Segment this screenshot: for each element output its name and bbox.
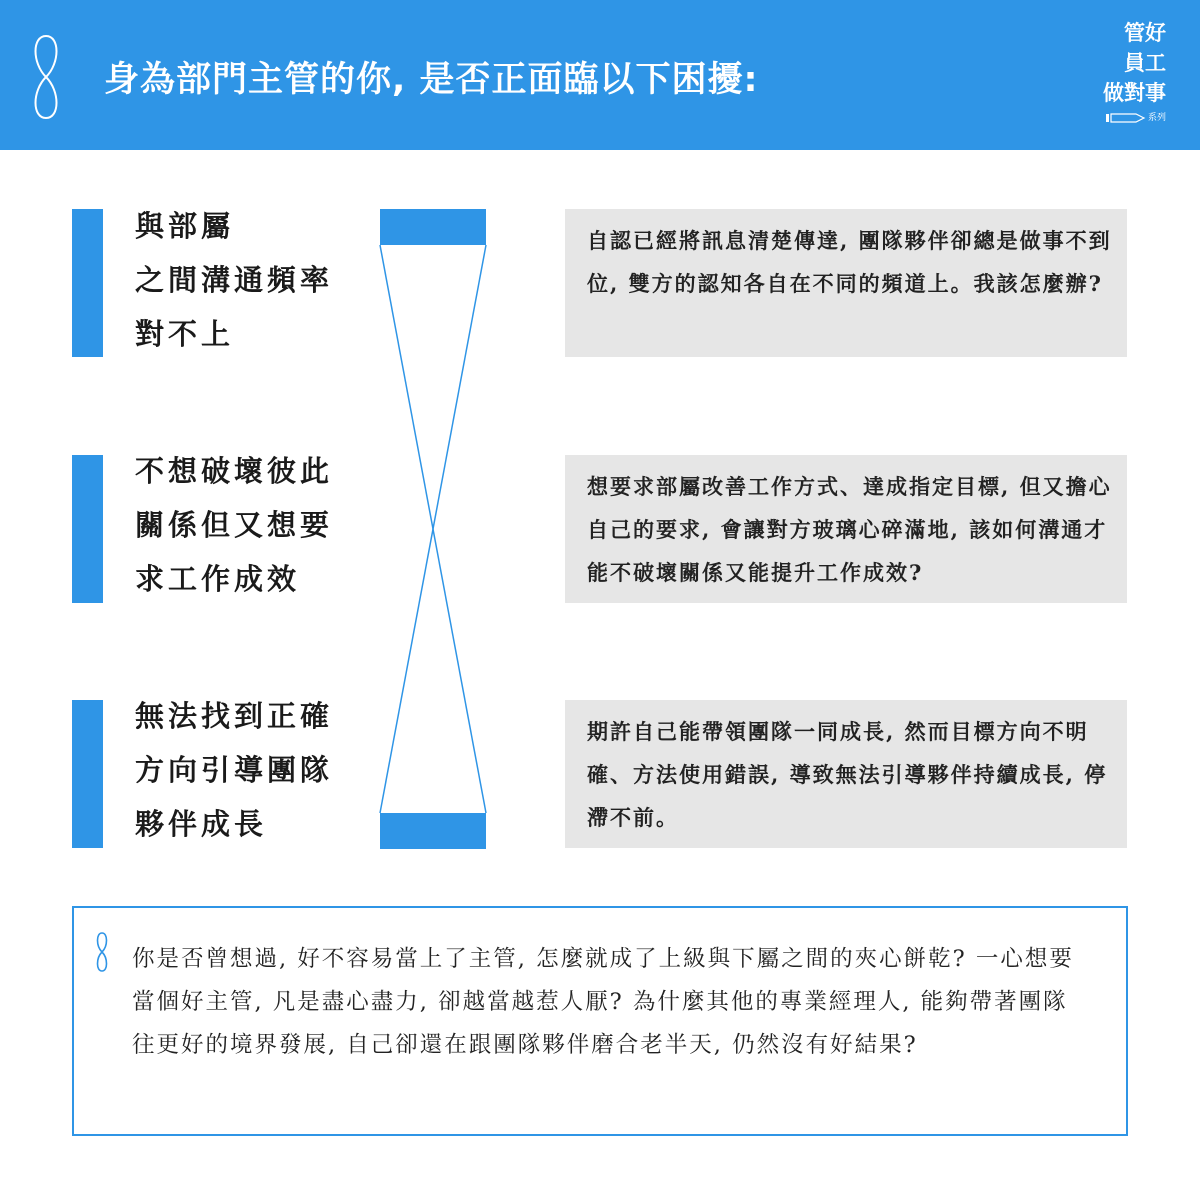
topic-marker-bar [72, 209, 103, 357]
topic-heading [135, 689, 355, 851]
hourglass-icon [378, 209, 488, 849]
infinity-loop-icon [28, 30, 64, 124]
topic-heading [135, 199, 355, 361]
description-text: 期許自己能帶領團隊一同成長, 然而目標方向不明確、方法使用錯誤, 導致無法引導夥伴持續成長, 停滯不前。 [587, 719, 1108, 830]
description-box [565, 455, 1127, 603]
series-tag-label: 系列 [1147, 113, 1166, 123]
series-tag [1103, 110, 1166, 126]
topic-heading [135, 444, 355, 606]
description-text: 想要求部屬改善工作方式、達成指定目標, 但又擔心自己的要求, 會讓對方玻璃心碎滿地, 該如何溝通才能不破壞關係又能提升工作成效? [587, 474, 1112, 585]
pen-nib-icon [1106, 112, 1146, 124]
topic-marker-bar [72, 455, 103, 603]
series-line: 員工 [1124, 51, 1166, 75]
closing-question-box [72, 906, 1128, 1136]
topic-line: 之間溝通頻率 [135, 263, 334, 297]
topic-line: 方向引導團隊 [135, 753, 334, 787]
header-banner [0, 0, 1200, 150]
description-text: 自認已經將訊息清楚傳達, 團隊夥伴卻總是做事不到位, 雙方的認知各自在不同的頻道上。我該怎麼辦? [587, 228, 1112, 296]
topic-line: 對不上 [135, 317, 235, 351]
topic-line: 夥伴成長 [135, 807, 268, 841]
page-title: 身為部門主管的你, 是否正面臨以下困擾: [104, 60, 759, 100]
topic-marker-bar [72, 700, 103, 848]
topic-line: 無法找到正確 [135, 699, 334, 733]
topic-line: 關係但又想要 [135, 508, 334, 542]
infinity-loop-icon [94, 930, 110, 974]
closing-paragraph: 你是否曾想過, 好不容易當上了主管, 怎麼就成了上級與下屬之間的夾心餅乾? 一心想要當個好主管, 凡是盡心盡力, 卻越當越惹人厭? 為什麼其他的專業經理人, 能夠帶著團隊往更好的境界發展, 自己卻還在跟團隊夥伴磨合老半天, 仍然沒有好結果? [132, 946, 1074, 1058]
description-box [565, 209, 1127, 357]
description-box [565, 700, 1127, 848]
series-line: 管好 [1124, 21, 1166, 45]
topic-line: 與部屬 [135, 209, 235, 243]
series-line: 做對事 [1103, 81, 1166, 105]
topic-line: 不想破壞彼此 [135, 454, 334, 488]
topic-line: 求工作成效 [135, 562, 301, 596]
series-badge [1103, 18, 1166, 126]
